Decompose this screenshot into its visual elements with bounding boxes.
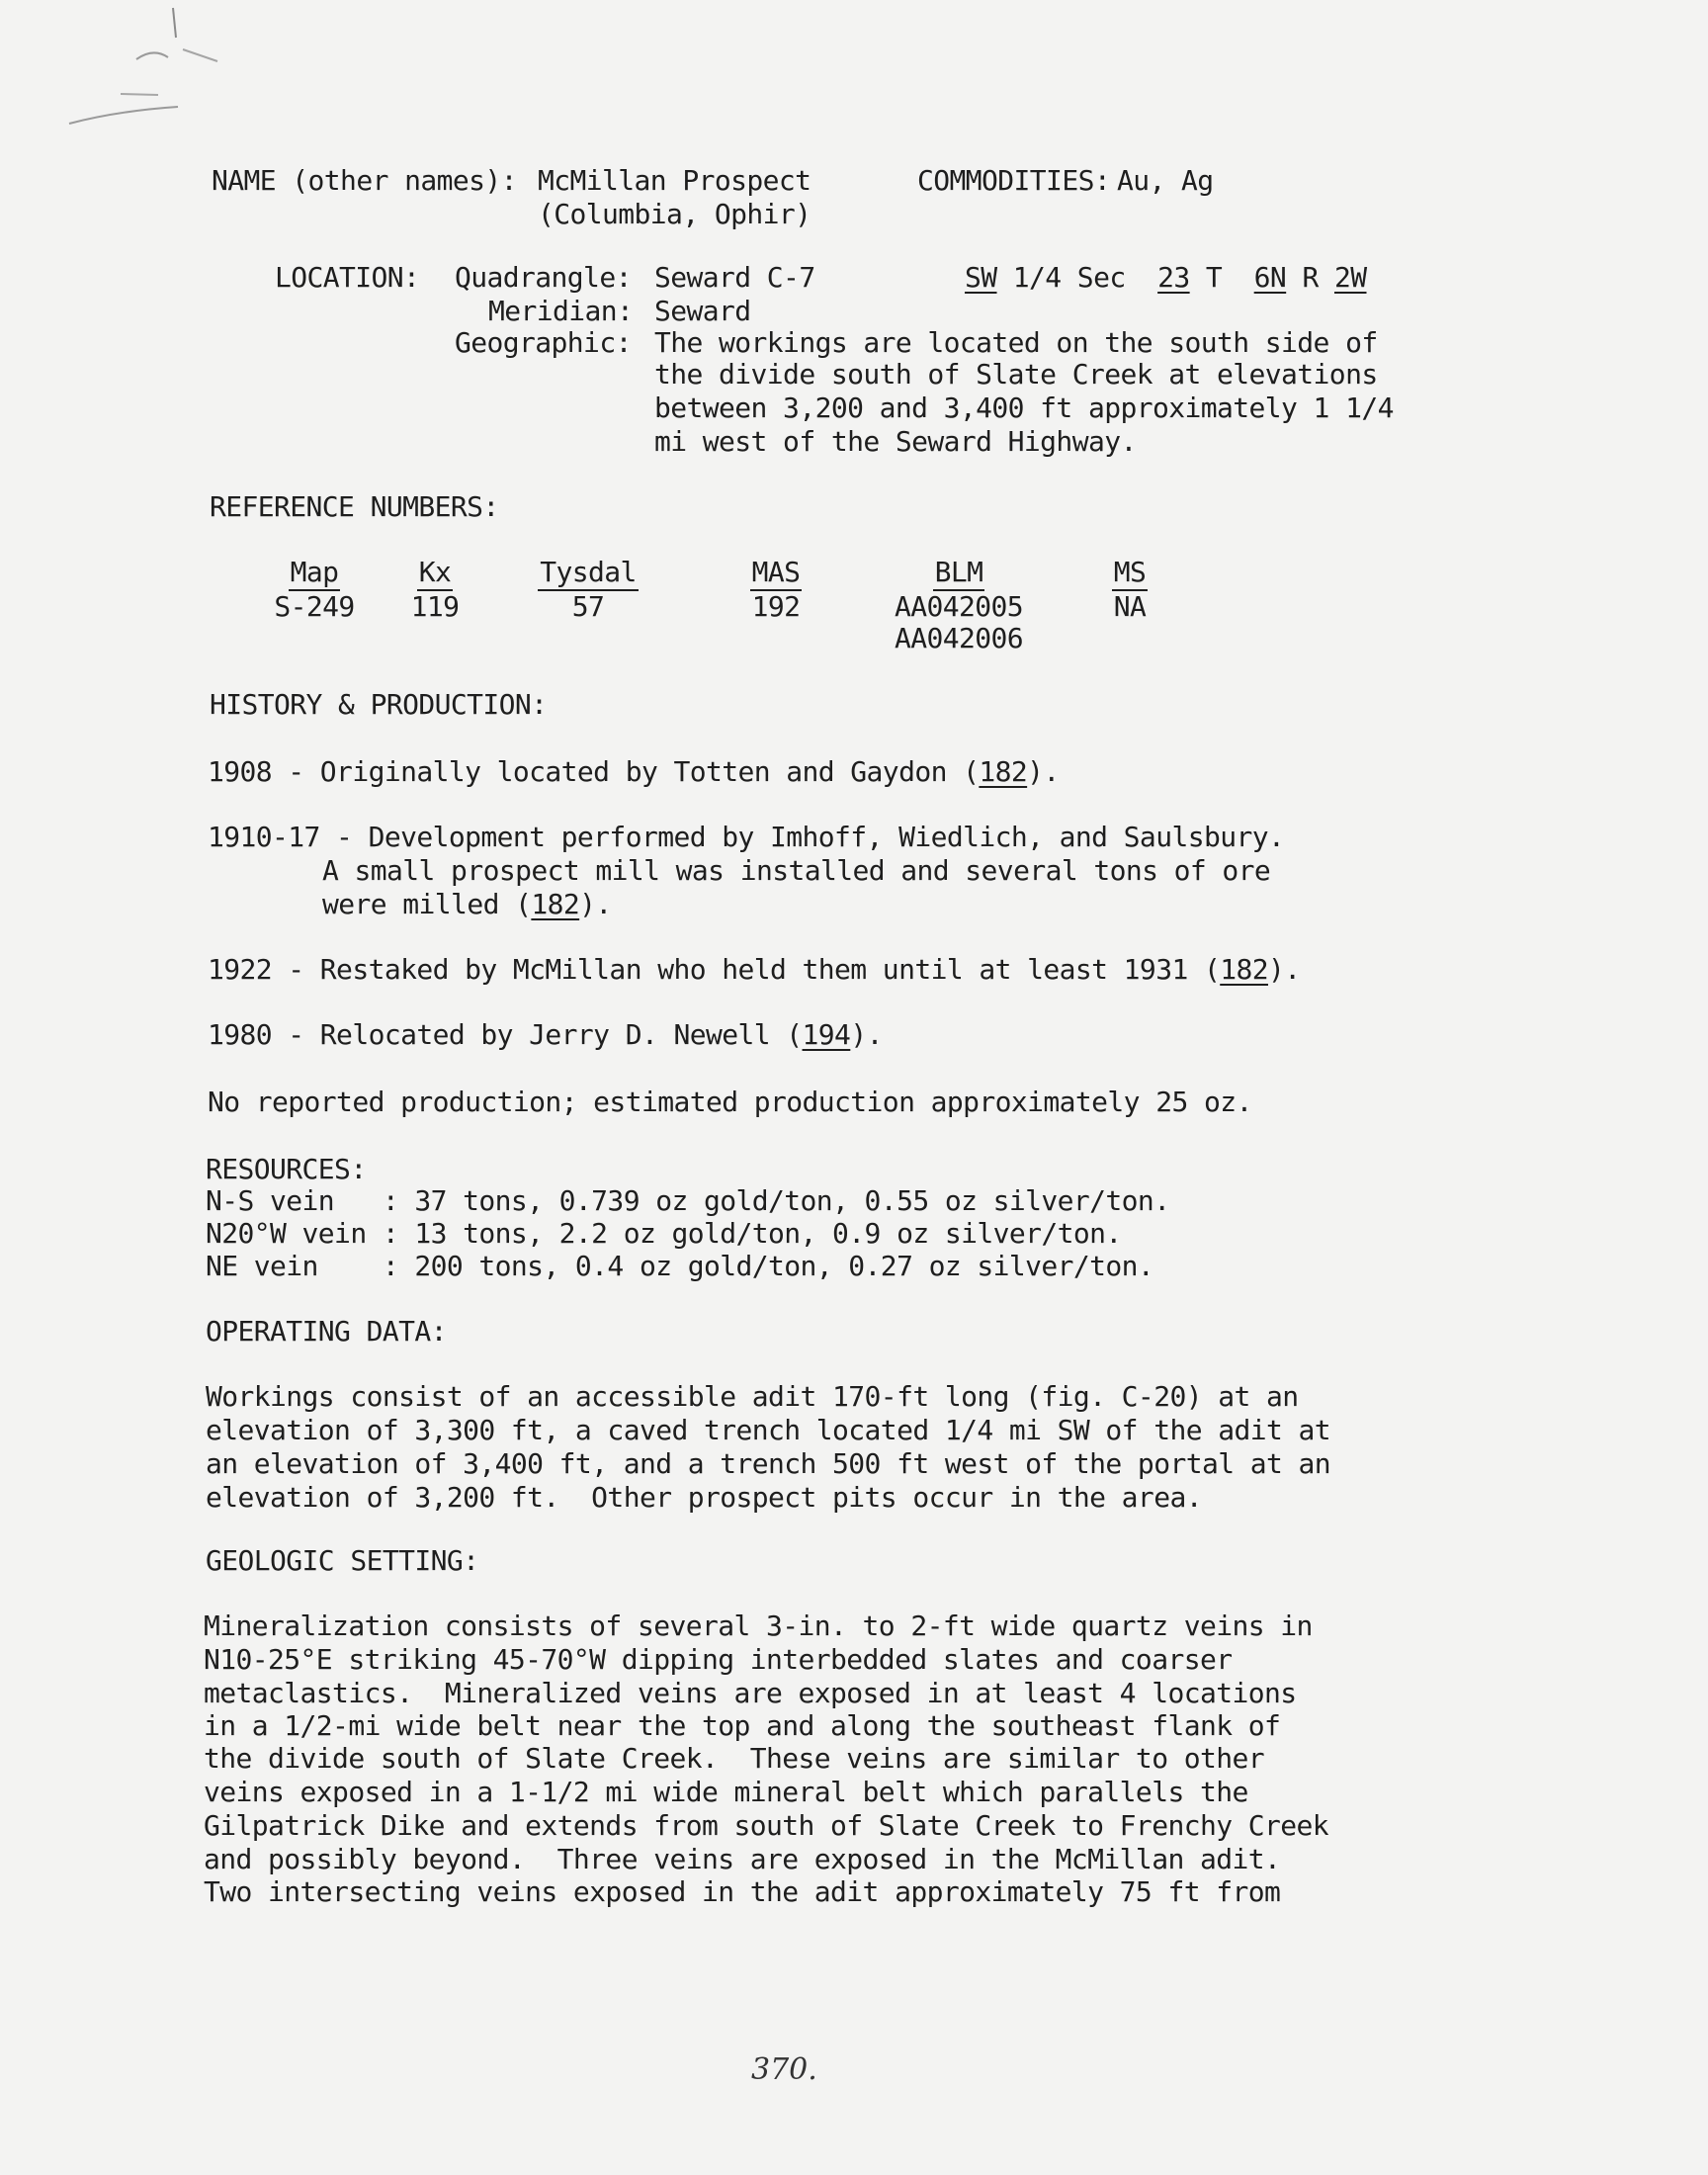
resource-line-ne: NE vein : 200 tons, 0.4 oz gold/ton, 0.27 oz silver/ton. — [206, 1250, 1154, 1282]
history-1980-text: 1980 - Relocated by Jerry D. Newell ( — [208, 1018, 803, 1051]
history-entry-1910-line1: 1910-17 - Development performed by Imhoff, Wiedlich, and Saulsbury. — [208, 821, 1285, 853]
r-label: R — [1302, 261, 1319, 294]
ref-col-ms — [1095, 556, 1164, 623]
geologic-line-7: Gilpatrick Dike and extends from south of Slate Creek to Frenchy Creek — [204, 1809, 1329, 1842]
history-1922-ref: 182 — [1220, 953, 1268, 986]
commodities-label: COMMODITIES: — [917, 164, 1111, 197]
geographic-line-4: mi west of the Seward Highway. — [654, 425, 1137, 458]
geographic-line-1: The workings are located on the south side of — [654, 326, 1378, 359]
history-entry-1908 — [208, 755, 1060, 789]
quarter: SW — [965, 261, 997, 294]
history-1908-ref: 182 — [979, 755, 1028, 788]
t-label: T — [1205, 261, 1223, 294]
geologic-line-1: Mineralization consists of several 3-in. to 2-ft wide quartz veins in — [204, 1610, 1313, 1642]
ref-val-blm-1: AA042005 — [894, 590, 1024, 623]
resource-line-n20w: N20°W vein : 13 tons, 2.2 oz gold/ton, 0.9 oz silver/ton. — [206, 1217, 1122, 1250]
geologic-line-3: metaclastics. Mineralized veins are exposed in at least 4 locations — [204, 1677, 1297, 1709]
history-1980-close: ). — [850, 1018, 883, 1051]
history-1980-ref: 194 — [802, 1018, 851, 1051]
range: 2W — [1333, 261, 1367, 294]
pencil-marks — [59, 0, 257, 138]
section: 23 — [1157, 261, 1190, 294]
ref-val-tysdal: 57 — [571, 590, 605, 623]
history-1908-close: ). — [1027, 755, 1060, 788]
ref-val-ms: NA — [1113, 590, 1147, 623]
location-label: LOCATION: — [275, 261, 420, 294]
history-1910-close: ). — [579, 888, 612, 920]
resource-line-ns: N-S vein : 37 tons, 0.739 oz gold/ton, 0.55 oz silver/ton. — [206, 1184, 1170, 1217]
operating-line-1: Workings consist of an accessible adit 170-ft long (fig. C-20) at an — [206, 1380, 1299, 1413]
ref-head-kx: Kx — [417, 556, 454, 591]
operating-heading: OPERATING DATA: — [206, 1315, 447, 1348]
history-1910-text: were milled ( — [322, 888, 532, 920]
history-entry-1910-line2: A small prospect mill was installed and several tons of ore — [322, 854, 1271, 887]
geographic-label: Geographic: — [455, 326, 632, 359]
ref-val-kx: 119 — [410, 590, 460, 623]
history-entry-1922 — [208, 953, 1301, 987]
ref-col-mas — [731, 556, 820, 623]
meridian-value: Seward — [654, 295, 751, 327]
ref-val-blm-2: AA042006 — [894, 622, 1024, 654]
geologic-line-9: Two intersecting veins exposed in the adit approximately 75 ft from — [204, 1875, 1281, 1908]
name-value: McMillan Prospect — [538, 164, 811, 197]
other-names: (Columbia, Ophir) — [538, 198, 811, 230]
operating-line-4: elevation of 3,200 ft. Other prospect pits occur in the area. — [206, 1481, 1202, 1514]
history-heading: HISTORY & PRODUCTION: — [210, 688, 548, 721]
township: 6N — [1253, 261, 1287, 294]
quadrangle-value: Seward C-7 — [654, 261, 815, 294]
geologic-heading: GEOLOGIC SETTING: — [206, 1544, 479, 1577]
quadrangle-label: Quadrangle: — [455, 261, 632, 294]
geologic-line-8: and possibly beyond. Three veins are exposed in the McMillan adit. — [204, 1843, 1281, 1875]
meridian-label: Meridian: — [488, 295, 634, 327]
geographic-line-2: the divide south of Slate Creek at elevations — [654, 358, 1378, 391]
history-1922-text: 1922 - Restaked by McMillan who held them until at least 1931 ( — [208, 953, 1221, 986]
ref-col-kx — [395, 556, 474, 623]
ref-head-ms: MS — [1112, 556, 1149, 591]
geologic-line-6: veins exposed in a 1-1/2 mi wide mineral belt which parallels the — [204, 1776, 1248, 1808]
ref-head-tysdal: Tysdal — [538, 556, 639, 591]
ref-head-blm: BLM — [933, 556, 985, 591]
ref-col-tysdal — [524, 556, 652, 623]
history-entry-1910-line3 — [322, 888, 612, 921]
resources-heading: RESOURCES: — [206, 1153, 367, 1185]
geologic-line-4: in a 1/2-mi wide belt near the top and along the southeast flank of — [204, 1709, 1281, 1742]
ref-col-map — [265, 556, 364, 623]
quarter-suffix: 1/4 Sec — [1012, 261, 1126, 294]
history-1910-ref: 182 — [531, 888, 580, 920]
history-entry-1980 — [208, 1018, 883, 1052]
ref-val-map: S-249 — [274, 590, 355, 623]
page-number: 370. — [751, 2052, 817, 2087]
ref-head-mas: MAS — [750, 556, 803, 591]
geologic-line-5: the divide south of Slate Creek. These veins are similar to other — [204, 1742, 1264, 1775]
township-range — [965, 261, 1367, 295]
history-1922-close: ). — [1268, 953, 1301, 986]
geographic-line-3: between 3,200 and 3,400 ft approximately 1 1/4 — [654, 392, 1394, 424]
ref-col-blm — [890, 556, 1028, 654]
reference-heading: REFERENCE NUMBERS: — [210, 490, 499, 523]
history-1908-text: 1908 - Originally located by Totten and Gaydon ( — [208, 755, 980, 788]
geologic-line-2: N10-25°E striking 45-70°W dipping interbedded slates and coarser — [204, 1643, 1233, 1676]
production-statement: No reported production; estimated production approximately 25 oz. — [208, 1086, 1252, 1118]
operating-line-3: an elevation of 3,400 ft, and a trench 500 ft west of the portal at an — [206, 1447, 1331, 1480]
operating-line-2: elevation of 3,300 ft, a caved trench located 1/4 mi SW of the adit at — [206, 1414, 1331, 1446]
name-label: NAME (other names): — [212, 164, 517, 197]
ref-head-map: Map — [289, 556, 341, 591]
ref-val-mas: 192 — [751, 590, 801, 623]
commodities-value: Au, Ag — [1117, 164, 1214, 197]
